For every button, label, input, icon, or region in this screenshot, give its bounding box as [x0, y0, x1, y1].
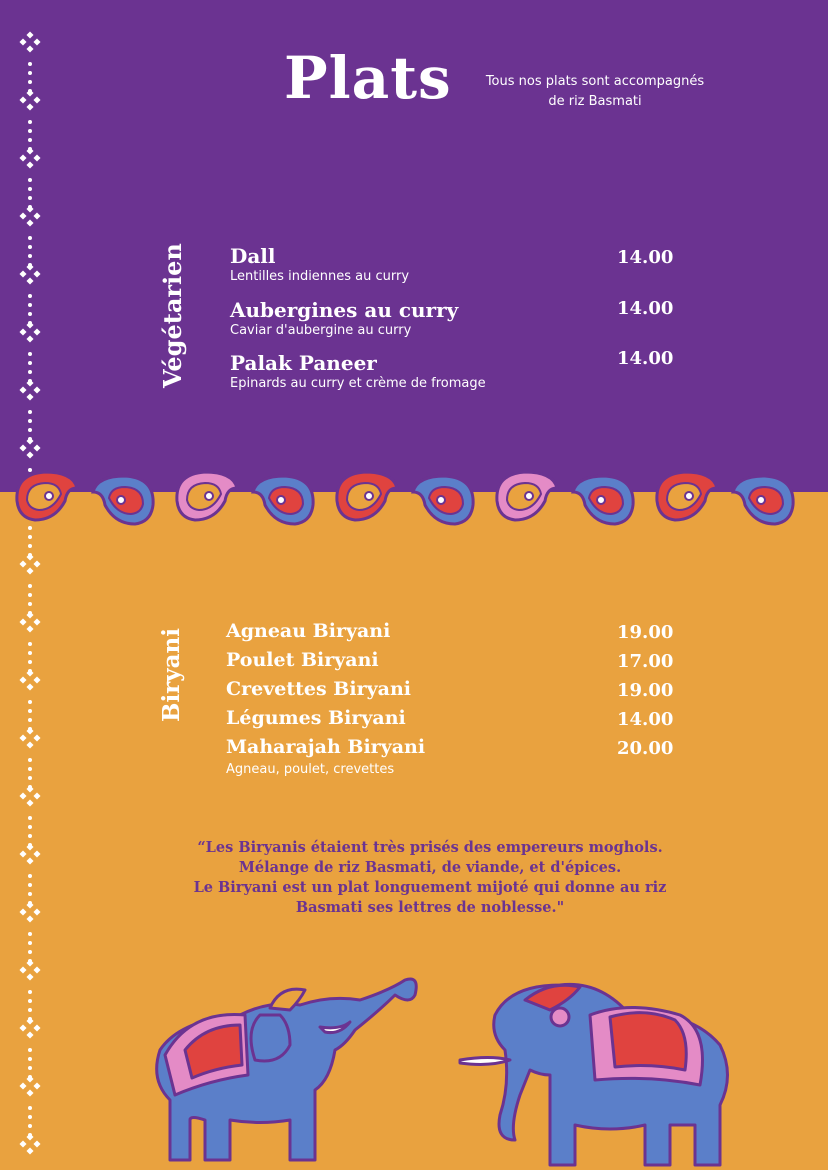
dish-description: Lentilles indiennes au curry — [230, 269, 410, 284]
biryani-price: 19.00 — [617, 680, 674, 701]
paisley-motif — [497, 472, 557, 520]
border-dot — [28, 825, 32, 829]
rice-note — [455, 72, 735, 112]
section-label-vegetarien: Végétarien — [158, 243, 187, 388]
biryani-name: Poulet Biryani — [226, 649, 379, 671]
border-dot — [28, 584, 32, 588]
quote-line: Le Biryani est un plat longuement mijoté qui donne au riz — [193, 879, 667, 896]
border-dot — [28, 602, 32, 606]
border-motif — [19, 901, 40, 922]
border-dot — [28, 71, 32, 75]
border-dot — [28, 370, 32, 374]
elephant-right-illustration — [450, 975, 750, 1170]
biryani-description: Agneau, poulet, crevettes — [226, 762, 395, 777]
dish-description: Epinards au curry et crème de fromage — [230, 376, 486, 391]
border-dot — [28, 361, 32, 365]
border-dot — [28, 1106, 32, 1110]
border-dot — [28, 1008, 32, 1012]
rice-note-line2: de riz Basmati — [548, 94, 642, 109]
border-motif — [19, 611, 40, 632]
border-dot — [28, 544, 32, 548]
border-dot — [28, 892, 32, 896]
border-dot — [28, 709, 32, 713]
dish-name: Palak Paneer — [230, 351, 377, 375]
border-dot — [28, 941, 32, 945]
border-dot — [28, 932, 32, 936]
biryani-price: 19.00 — [617, 622, 674, 643]
border-dot — [28, 1048, 32, 1052]
border-dot — [28, 950, 32, 954]
dish-name: Aubergines au curry — [230, 298, 459, 322]
page-title: Plats — [284, 44, 452, 112]
border-dot — [28, 303, 32, 307]
border-dot — [28, 120, 32, 124]
border-dot — [28, 1057, 32, 1061]
paisley-motif — [177, 472, 237, 520]
border-motif — [19, 553, 40, 574]
border-dot — [28, 758, 32, 762]
paisley-motif — [733, 476, 793, 524]
biryani-name: Agneau Biryani — [226, 620, 391, 642]
border-dot — [28, 294, 32, 298]
border-dot — [28, 642, 32, 646]
border-dot — [28, 1066, 32, 1070]
paisley-motif — [657, 472, 717, 520]
border-dot — [28, 651, 32, 655]
border-dot — [28, 776, 32, 780]
border-dot — [28, 129, 32, 133]
border-dot — [28, 883, 32, 887]
paisley-motif — [253, 476, 313, 524]
border-dot — [28, 352, 32, 356]
border-motif — [19, 437, 40, 458]
border-dot — [28, 834, 32, 838]
border-dot — [28, 254, 32, 258]
dish-description: Caviar d'aubergine au curry — [230, 323, 412, 338]
left-border-pattern — [0, 0, 60, 1170]
border-motif — [19, 1133, 40, 1154]
border-dot — [28, 419, 32, 423]
border-dot — [28, 700, 32, 704]
paisley-motif — [337, 472, 397, 520]
dish-price: 14.00 — [617, 298, 674, 319]
border-dot — [28, 1115, 32, 1119]
quote-line: “Les Biryanis étaient très prisés des empereurs moghols. — [197, 839, 663, 856]
border-dot — [28, 593, 32, 597]
border-motif — [19, 1017, 40, 1038]
dish-name: Dall — [230, 244, 276, 268]
border-dot — [28, 1124, 32, 1128]
border-dot — [28, 196, 32, 200]
border-motif — [19, 959, 40, 980]
paisley-motif — [413, 476, 473, 524]
border-dot — [28, 80, 32, 84]
border-dot — [28, 816, 32, 820]
paisley-motif — [17, 472, 77, 520]
quote-line: Mélange de riz Basmati, de viande, et d'épices. — [238, 859, 622, 876]
border-motif — [19, 379, 40, 400]
border-motif — [19, 321, 40, 342]
biryani-price: 14.00 — [617, 709, 674, 730]
quote-line: Basmati ses lettres de noblesse." — [295, 899, 565, 916]
biryani-name: Maharajah Biryani — [226, 736, 426, 758]
border-motif — [19, 727, 40, 748]
border-motif — [19, 31, 40, 52]
border-dot — [28, 62, 32, 66]
border-dot — [28, 767, 32, 771]
border-dot — [28, 874, 32, 878]
border-dot — [28, 236, 32, 240]
biryani-name: Légumes Biryani — [226, 707, 406, 729]
elephant-left-illustration — [130, 970, 430, 1170]
border-dot — [28, 187, 32, 191]
border-motif — [19, 1075, 40, 1096]
border-dot — [28, 718, 32, 722]
border-dot — [28, 178, 32, 182]
section-label-biryani: Biryani — [158, 627, 185, 722]
paisley-border — [0, 458, 828, 538]
border-dot — [28, 999, 32, 1003]
biryani-quote — [170, 838, 690, 918]
dish-price: 14.00 — [617, 348, 674, 369]
border-motif — [19, 205, 40, 226]
border-dot — [28, 138, 32, 142]
border-motif — [19, 89, 40, 110]
paisley-motif — [93, 476, 153, 524]
border-motif — [19, 147, 40, 168]
border-dot — [28, 428, 32, 432]
border-dot — [28, 245, 32, 249]
border-motif — [19, 263, 40, 284]
biryani-name: Crevettes Biryani — [226, 678, 411, 700]
border-dot — [28, 660, 32, 664]
biryani-price: 17.00 — [617, 651, 674, 672]
paisley-motif — [573, 476, 633, 524]
border-dot — [28, 312, 32, 316]
border-motif — [19, 843, 40, 864]
border-motif — [19, 669, 40, 690]
biryani-price: 20.00 — [617, 738, 674, 759]
dish-price: 14.00 — [617, 247, 674, 268]
rice-note-line1: Tous nos plats sont accompagnés — [485, 74, 705, 89]
border-dot — [28, 990, 32, 994]
border-motif — [19, 785, 40, 806]
border-dot — [28, 410, 32, 414]
